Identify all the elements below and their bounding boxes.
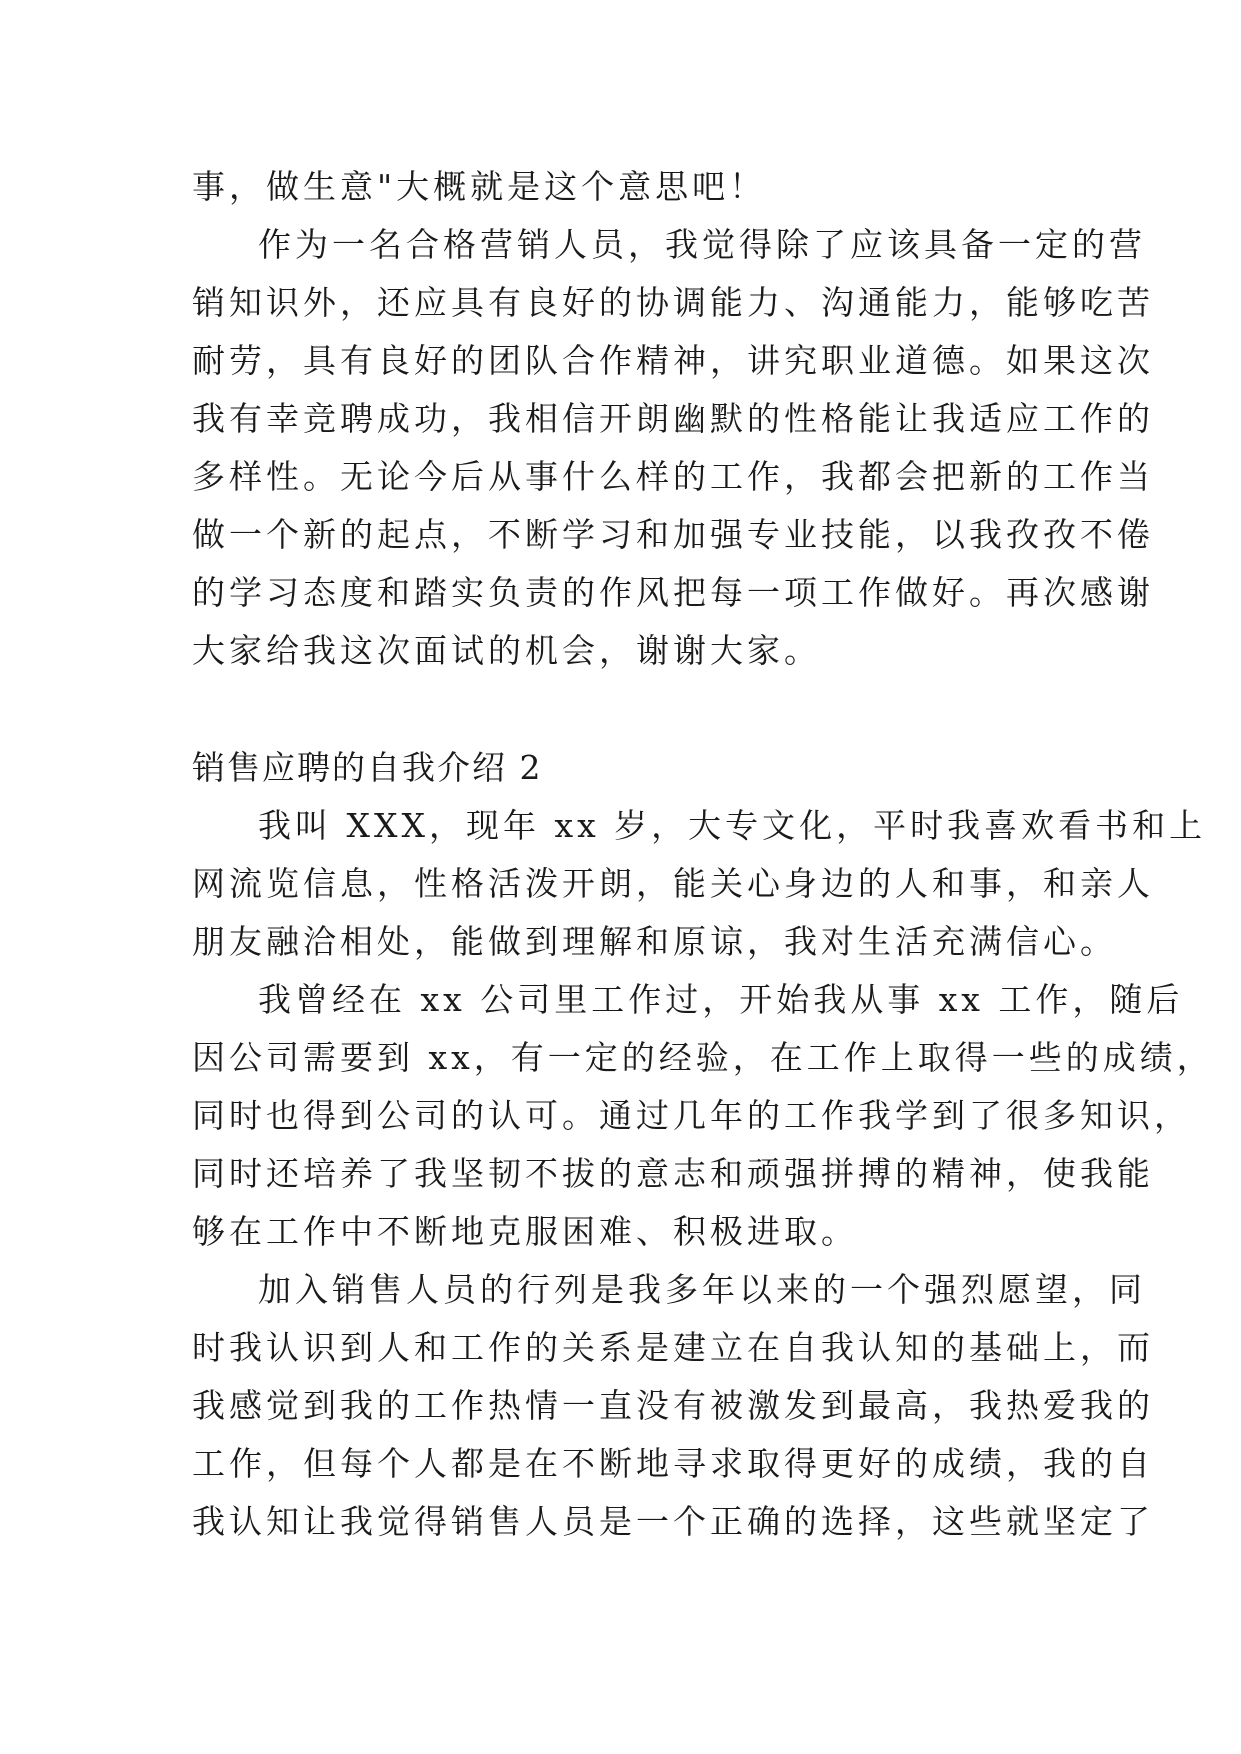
- paragraph-line: 销知识外，还应具有良好的协调能力、沟通能力，能够吃苦: [192, 283, 1154, 322]
- paragraph-line: 多样性。无论今后从事什么样的工作，我都会把新的工作当: [192, 457, 1154, 496]
- paragraph-line: 大家给我这次面试的机会，谢谢大家。: [192, 631, 821, 670]
- paragraph-line: 我认知让我觉得销售人员是一个正确的选择，这些就坚定了: [192, 1502, 1154, 1541]
- paragraph-line: 耐劳，具有良好的团队合作精神，讲究职业道德。如果这次: [192, 341, 1154, 380]
- paragraph-line: 同时也得到公司的认可。通过几年的工作我学到了很多知识，: [192, 1096, 1191, 1135]
- paragraph-line: 因公司需要到 xx，有一定的经验，在工作上取得一些的成绩，: [192, 1038, 1214, 1077]
- paragraph-line: 作为一名合格营销人员，我觉得除了应该具备一定的营: [258, 225, 1146, 264]
- paragraph-line: 网流览信息，性格活泼开朗，能关心身边的人和事，和亲人: [192, 864, 1154, 903]
- paragraph-line: 工作，但每个人都是在不断地寻求取得更好的成绩，我的自: [192, 1444, 1154, 1483]
- section-heading: 销售应聘的自我介绍 2: [192, 748, 543, 787]
- paragraph-line: 事，做生意"大概就是这个意思吧！: [192, 167, 767, 206]
- paragraph-line: 同时还培养了我坚韧不拔的意志和顽强拼搏的精神，使我能: [192, 1154, 1154, 1193]
- paragraph-line: 做一个新的起点，不断学习和加强专业技能，以我孜孜不倦: [192, 515, 1154, 554]
- paragraph-line: 加入销售人员的行列是我多年以来的一个强烈愿望，同: [258, 1270, 1146, 1309]
- paragraph-line: 时我认识到人和工作的关系是建立在自我认知的基础上，而: [192, 1328, 1154, 1367]
- paragraph-line: 我曾经在 xx 公司里工作过，开始我从事 xx 工作，随后: [258, 980, 1184, 1019]
- paragraph-line: 朋友融洽相处，能做到理解和原谅，我对生活充满信心。: [192, 922, 1117, 961]
- paragraph-line: 够在工作中不断地克服困难、积极进取。: [192, 1212, 858, 1251]
- paragraph-line: 的学习态度和踏实负责的作风把每一项工作做好。再次感谢: [192, 573, 1154, 612]
- paragraph-line: 我有幸竞聘成功，我相信开朗幽默的性格能让我适应工作的: [192, 399, 1154, 438]
- paragraph-line: 我叫 XXX，现年 xx 岁，大专文化，平时我喜欢看书和上: [258, 806, 1207, 845]
- paragraph-line: 我感觉到我的工作热情一直没有被激发到最高，我热爱我的: [192, 1386, 1154, 1425]
